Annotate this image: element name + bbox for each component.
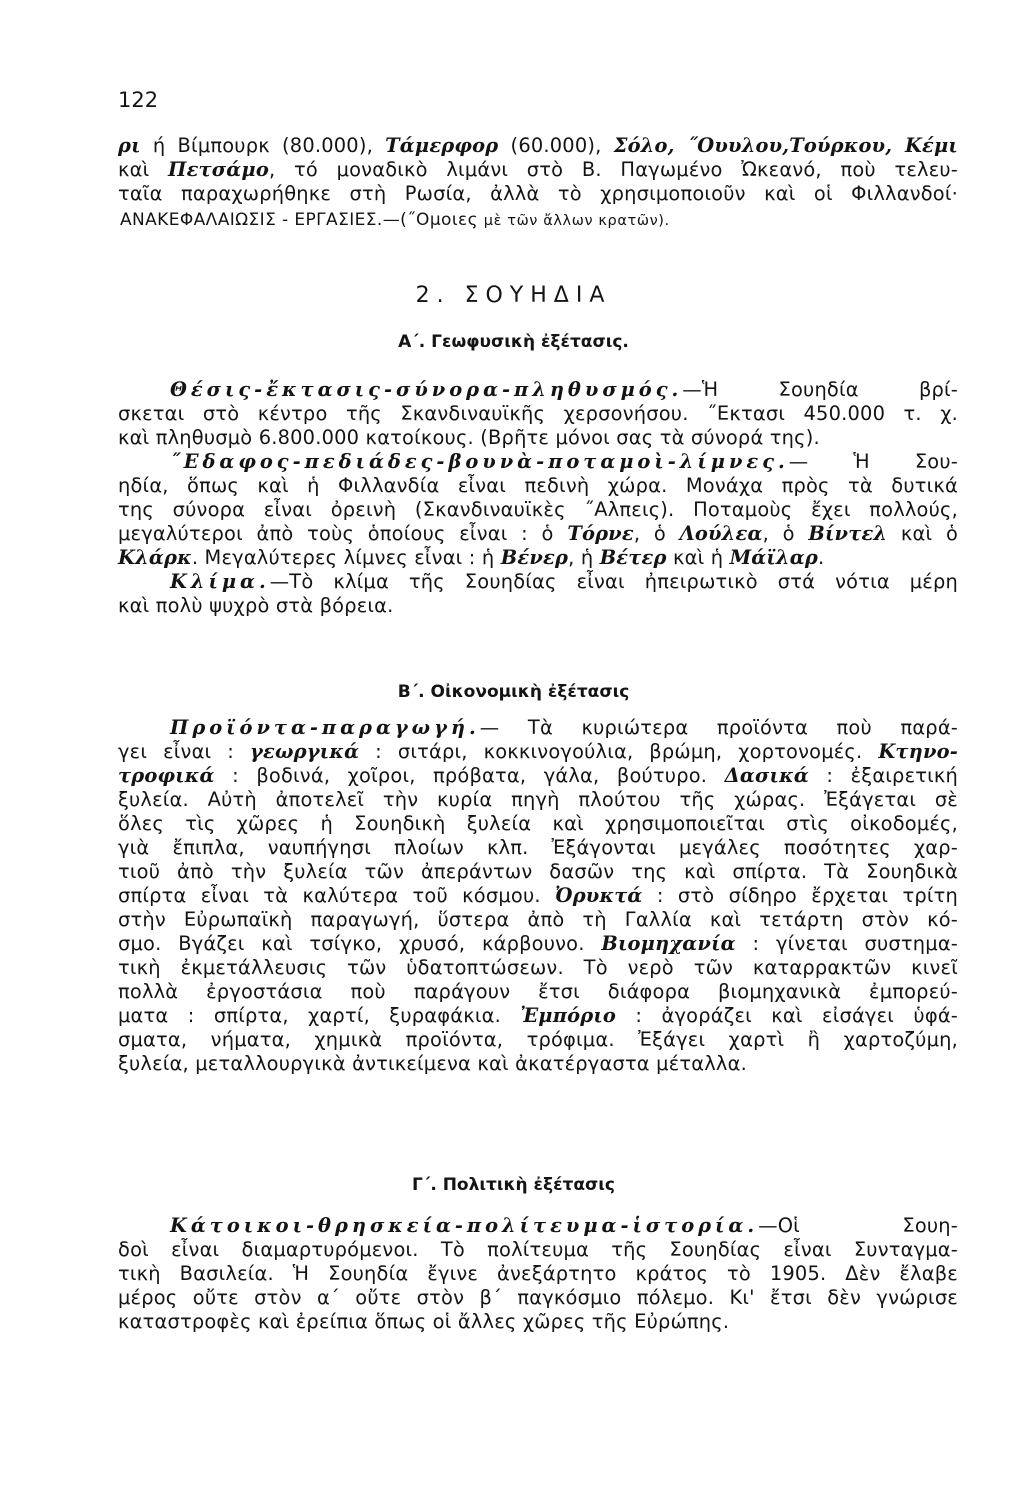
- text-run: : στὸ σίδηρο ἔρχεται τρίτη: [642, 884, 958, 907]
- paragraph-lead: ˝Εδαφος-πεδιάδες-βουνὰ-ποταμοὶ-λίμνες.: [170, 450, 789, 473]
- text-run: μεγαλύτεροι ἀπὸ τοὺς ὁποίους εἶναι : ὁ: [118, 522, 568, 545]
- section-heading-b: Β΄. Οἰκονομικὴ ἐξέτασις: [397, 682, 630, 702]
- text-line: τικὴ ἐκμετάλλευσις τῶν ὑδατοπτώσεων. Τὸ νερὸ τῶν καταρρακτῶν κινεῖ: [118, 956, 958, 979]
- text-run: . Μεγαλύτερες λίμνες εἶναι : ἡ: [191, 546, 501, 569]
- text-line: [118, 570, 958, 594]
- text-run: σμο. Βγάζει καὶ τσίγκο, χρυσό, κάρβουνο.: [118, 932, 602, 955]
- text-line: καταστροφὲς καὶ ἐρείπια ὅπως οἱ ἄλλες χῶρες τῆς Εὐρώπης.: [118, 1310, 730, 1333]
- text-line: τικὴ Βασιλεία. Ἡ Σουηδία ἔγινε ἀνεξάρτητο κράτος τὸ 1905. Δὲν ἔλαβε: [118, 1262, 958, 1285]
- river-name: Βίντελ: [808, 522, 888, 545]
- text-line: τιοῦ ἀπὸ τὴν ξυλεία τῶν ἀπεράντων δασῶν της καὶ σπίρτα. Τὰ Σουηδικὰ: [118, 860, 958, 883]
- section-heading-c: Γ΄. Πολιτικὴ ἐξέτασις: [411, 1175, 615, 1195]
- text-run: : γίνεται συστημα-: [735, 932, 958, 955]
- place-name: Πετσάμο: [168, 158, 269, 181]
- category-term: Βιομηχανία: [601, 932, 736, 955]
- text-line: της σύνορα εἶναι ὀρεινὴ (Σκανδιναυϊκὲς ˝Αλπεις). Ποταμοὺς ἔχει πολλούς,: [118, 498, 958, 521]
- text-line: [118, 134, 958, 158]
- lake-name: Βένερ: [500, 546, 569, 569]
- text-line: [118, 716, 958, 740]
- text-line: [118, 522, 958, 546]
- text-line: [118, 158, 958, 182]
- text-line: γιὰ ἔπιπλα, ναυπήγησι πλοίων κλπ. Ἐξάγονται μεγάλες ποσότητες χαρ-: [118, 836, 958, 859]
- section-heading-a: Α΄. Γεωφυσικὴ ἐξέτασις.: [398, 332, 629, 352]
- category-term: Ὀρυκτά: [555, 884, 643, 907]
- text-run: .: [817, 546, 825, 569]
- text-run: μὲ τῶν ἄλλων κρατῶν).: [483, 213, 670, 229]
- text-line: καὶ πληθυσμὸ 6.800.000 κατοίκους. (Βρῆτε μόνοι σας τὰ σύνορά της).: [118, 426, 820, 449]
- paragraph-lead: Κλίμα.: [170, 570, 270, 593]
- text-run: —Οἱ Σουη-: [758, 1214, 958, 1237]
- text-line: [118, 450, 958, 474]
- text-line: στὴν Εὐρωπαϊκὴ παραγωγή, ὕστερα ἀπὸ τὴ Γαλλία καὶ τετάρτη στὸν κό-: [118, 908, 958, 931]
- text-run: , ὁ: [762, 522, 809, 545]
- section-a-body: [118, 378, 958, 618]
- category-term: Ἐμπόριο: [520, 1004, 617, 1027]
- lake-name: Βέτερ: [599, 546, 667, 569]
- text-line: [118, 932, 958, 956]
- text-line: δοὶ εἶναι διαμαρτυρόμενοι. Τὸ πολίτευμα τῆς Σουηδίας εἶναι Συνταγμα-: [118, 1238, 958, 1261]
- text-line: [118, 884, 958, 908]
- river-name: Λούλεα: [679, 522, 763, 545]
- text-line: ξυλεία, μεταλλουργικὰ ἀντικείμενα καὶ ἀκατέργαστα μέταλλα.: [118, 1052, 747, 1075]
- river-name: Τόρνε: [567, 522, 634, 545]
- text-line: ηδία, ὅπως καὶ ἡ Φιλλανδία εἶναι πεδινὴ χώρα. Μονάχα πρὸς τὰ δυτικά: [118, 474, 958, 497]
- text-line: [118, 546, 958, 570]
- text-line: ξυλεία. Αὐτὴ ἀποτελεῖ τὴν κυρία πηγὴ πλούτου τῆς χώρας. Ἐξάγεται σὲ: [118, 788, 958, 811]
- text-line: σματα, νήματα, χημικὰ προϊόντα, τρόφιμα. Ἐξάγει χαρτὶ ἢ χαρτοζύμη,: [118, 1028, 958, 1051]
- paragraph-lead: Προϊόντα-παραγωγή.: [170, 716, 480, 739]
- category-term: Κτηνο-: [878, 740, 958, 763]
- text-run: σπίρτα εἶναι τὰ καλύτερα τοῦ κόσμου.: [118, 884, 556, 907]
- text-run: , τό μοναδικὸ λιμάνι στὸ Β. Παγωμένο Ὠκεανό, ποὺ τελευ-: [268, 158, 958, 181]
- place-name: Σόλο, ˝Ουυλου,: [613, 134, 790, 157]
- category-term: Δασικά: [724, 764, 809, 787]
- text-line: [118, 764, 958, 788]
- text-line: σκεται στὸ κέντρο τῆς Σκανδιναυϊκῆς χερσονήσου. ˝Εκτασι 450.000 τ. χ.: [118, 402, 958, 425]
- text-run: : βοδινά, χοῖροι, πρόβατα, γάλα, βούτυρο.: [214, 764, 725, 787]
- text-run: (60.000),: [498, 134, 614, 157]
- category-term: τροφικά: [118, 764, 215, 787]
- text-line: καὶ πολὺ ψυχρὸ στὰ βόρεια.: [118, 594, 394, 617]
- river-name: Κλάρκ: [118, 546, 192, 569]
- place-name: ρι: [118, 134, 141, 157]
- section-c-body: [118, 1214, 958, 1334]
- chapter-title: 2. ΣΟΥΗΔΙΑ: [415, 283, 612, 308]
- page-number: 122: [118, 88, 159, 112]
- text-run: ΑΝΑΚΕΦΑΛΑΙΩΣΙΣ - ΕΡΓΑΣΙΕΣ.—(˝Ομοιες: [120, 210, 484, 230]
- text-line: πολλὰ ἐργοστάσια ποὺ παράγουν ἔτσι διάφορα βιομηχανικὰ ἐμπορεύ-: [118, 980, 958, 1003]
- text-run: —Ἡ Σουηδία βρί-: [682, 378, 958, 401]
- text-run: , ὁ: [633, 522, 680, 545]
- paragraph-lead: Κάτοικοι-θρησκεία-πολίτευμα-ἱστορία.: [170, 1214, 759, 1237]
- section-b-body: [118, 716, 958, 1076]
- text-line: [118, 740, 958, 764]
- text-run: ή Βίμπουρκ (80.000),: [140, 134, 386, 157]
- text-line: ταῖα παραχωρήθηκε στὴ Ρωσία, ἀλλὰ τὸ χρησιμοποιοῦν καὶ οἱ Φιλλανδοί·: [118, 182, 958, 205]
- text-run: γει εἶναι :: [118, 740, 250, 763]
- text-run: καὶ ὁ: [887, 522, 959, 545]
- lake-name: Μάϊλαρ: [729, 546, 818, 569]
- place-name: Τάμερφορ: [385, 134, 499, 157]
- summary-line: [118, 208, 958, 233]
- text-run: —Τὸ κλίμα τῆς Σουηδίας εἶναι ἠπειρωτικὸ στά νότια μέρη: [269, 570, 958, 593]
- text-line: μέρος οὔτε στὸν α΄ οὔτε στὸν β΄ παγκόσμιο πόλεμο. Κι' ἔτσι δὲν γνώρισε: [118, 1286, 958, 1309]
- text-line: [118, 378, 958, 402]
- paragraph-lead: Θέσις-ἔκτασις-σύνορα-πληθυσμός.: [170, 378, 683, 401]
- text-line: ὅλες τὶς χῶρες ἡ Σουηδικὴ ξυλεία καὶ χρησιμοποιεῖται στὶς οἰκοδομές,: [118, 812, 958, 835]
- text-run: ματα : σπίρτα, χαρτί, ξυραφάκια.: [118, 1004, 521, 1027]
- text-run: : ἐξαιρετική: [808, 764, 959, 787]
- text-line: [118, 1004, 958, 1028]
- text-run: , ἡ: [568, 546, 600, 569]
- place-name: Τούρκου, Κέμι: [789, 134, 959, 157]
- text-run: — Τὰ κυριώτερα προϊόντα ποὺ παρά-: [479, 716, 958, 739]
- text-run: καὶ ἡ: [666, 546, 730, 569]
- text-run: : σιτάρι, κοκκινογούλια, βρώμη, χορτονομές.: [359, 740, 879, 763]
- text-line: [118, 1214, 958, 1238]
- intro-paragraph: [118, 134, 958, 233]
- text-run: καὶ: [118, 158, 169, 181]
- text-run: — Ἡ Σου-: [788, 450, 958, 473]
- text-run: : ἀγοράζει καὶ εἰσάγει ὑφά-: [616, 1004, 958, 1027]
- category-term: γεωργικά: [250, 740, 360, 763]
